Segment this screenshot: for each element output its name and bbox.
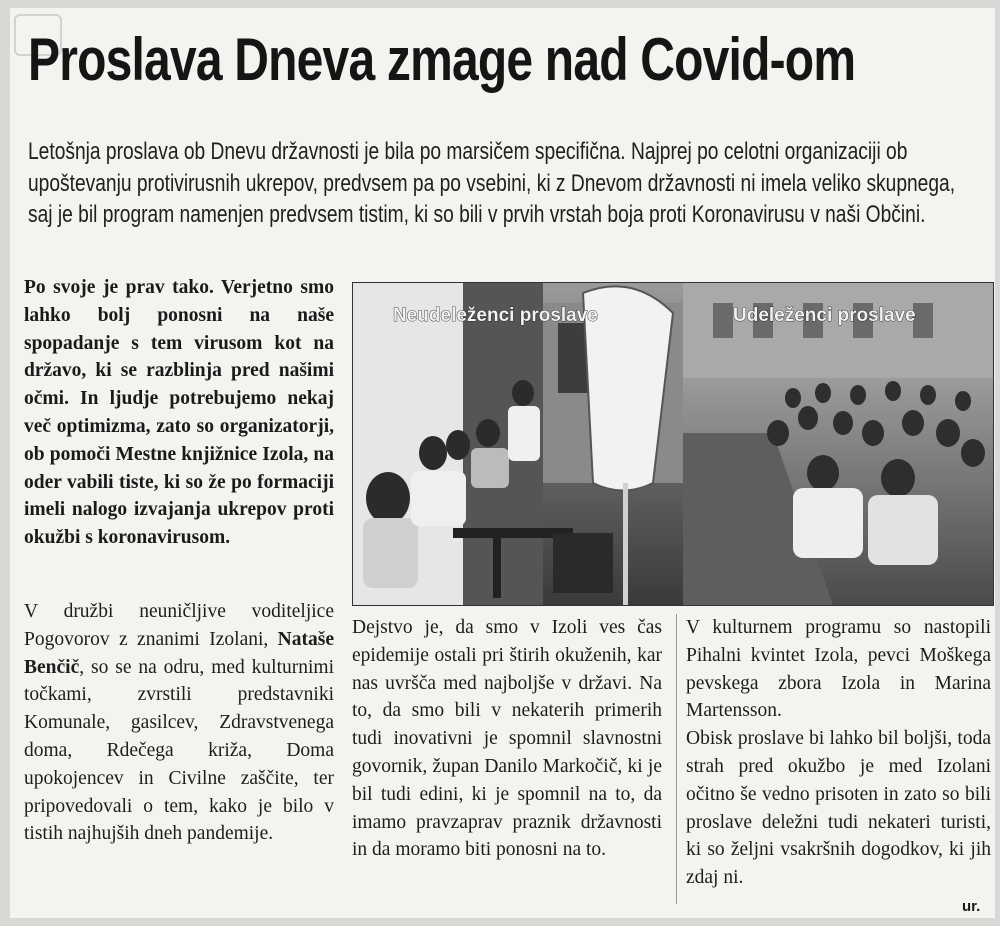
column-1-text-end: , so se na odru, med kulturnimi točkami, zvrstili predstavniki Komunale, gasilcev, Zdravstvenega doma, Rdečega križa, Doma upokojencev in Civilne zaščite, ter pripovedovali o tem, kako je bilo v tistih najhujših dneh pandemije.	[24, 656, 334, 845]
column-3-paragraph-2: Obisk proslave bi lahko bil boljši, toda strah pred okužbo je med Izolani očitno še vedno prisoten in zato so bili proslave deležni tudi nekateri turisti, ki so željni vsakršnih dogodkov, ki jih zdaj ni.	[686, 728, 991, 889]
article-photo	[352, 282, 994, 606]
column-divider	[676, 614, 677, 904]
article-column-3	[686, 614, 991, 892]
host-name: Nataše Benčič	[24, 628, 334, 678]
article-column-1	[24, 598, 334, 848]
column-1-text-start: V družbi neuničljive voditeljice Pogovorov z znanimi Izolani,	[24, 601, 334, 650]
article-lead: Letošnja proslava ob Dnevu državnosti je bila po marsičem specifična. Najprej po celotni organizaciji ob upoštevanju protivirusnih ukrepov, predvsem pa po vsebini, ki z Dnevom državnosti ni imela veliko skupnega, saj je bil program namenjen predvsem tistim, ki so bili v prvih vrstah boja proti Koronavirusu v naši Občini.	[28, 138, 956, 228]
article-headline: Proslava Dneva zmage nad Covid-om	[28, 26, 856, 93]
article-column-2	[352, 614, 662, 864]
column-1-paragraph	[24, 598, 334, 848]
photo-caption-right: Udeleženci proslave	[733, 305, 916, 326]
photo-caption-left: Neudeleženci proslave	[393, 305, 598, 326]
column-3-paragraph-1: V kulturnem programu so nastopili Pihalni kvintet Izola, pevci Moškega pevskega zbora Izola in Marina Martensson.	[686, 617, 991, 722]
article-intro: Po svoje je prav tako. Verjetno smo lahko bolj ponosni na naše spopadanje s tem virusom kot na državo, ki se razblinja pred našimi očmi. In ljudje potrebujemo nekaj več optimizma, zato so organizatorji, ob pomoči Mestne knjižnice Izola, na oder vabili tiste, ki so že po formaciji imeli nalogo izvajanja ukrepov proti okužbi s koronavirusom.	[24, 277, 334, 549]
column-2-paragraph: Dejstvo je, da smo v Izoli ves čas epidemije ostali pri štirih okuženih, kar nas uvršča med najboljše v državi. Na to, da smo bili v nekaterih primerih tudi inovativni je spomnil slavnostni govornik, župan Danilo Markočič, ki je bil tudi edini, ki je spomnil na to, da imamo pravzaprav praznik državnosti in da moramo biti ponosni na to.	[352, 617, 662, 861]
photo-illustration	[353, 283, 993, 605]
author-signature: ur.	[962, 898, 981, 915]
